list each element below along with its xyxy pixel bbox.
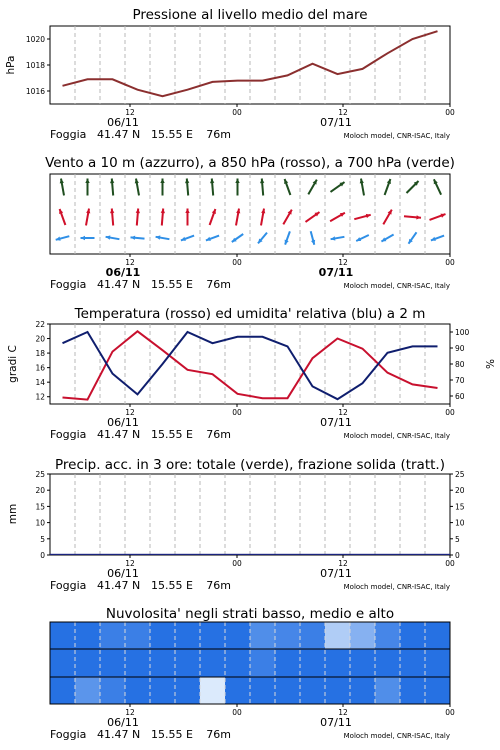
cloud-cell-medio	[200, 649, 225, 677]
cloud-title: Nuvolosita' negli strati basso, medio e alto	[105, 606, 395, 622]
wind-arrow-head	[235, 179, 239, 184]
wind-series	[56, 179, 446, 245]
precipitation-bar	[375, 554, 400, 555]
date-label: 06/11	[107, 716, 139, 729]
y-tick-label: 20	[35, 486, 45, 496]
precipitation-bar	[300, 554, 325, 555]
wind-arrow-head	[206, 237, 211, 241]
cloud-footer	[50, 728, 450, 741]
temperature-footer	[50, 428, 450, 441]
date-label: 07/11	[320, 116, 352, 129]
precipitation-grid	[75, 474, 425, 555]
wind-arrow-head	[181, 237, 186, 241]
cloud-cell-alto	[375, 622, 400, 649]
model-credit: Moloch model, CNR-ISAC, Italy	[343, 732, 450, 740]
cloud-cell-alto	[400, 622, 425, 649]
wind-arrow-head	[81, 236, 86, 240]
wind-arrow-head	[260, 179, 264, 184]
date-label: 06/11	[107, 116, 139, 129]
cloud-cell-basso	[350, 677, 375, 704]
wind-title: Vento a 10 m (azzurro), a 850 hPa (rosso), a 700 hPa (verde)	[45, 155, 455, 171]
y-tick-label: 20	[35, 334, 45, 344]
pressure-yticks	[26, 35, 50, 96]
cloud-cell-basso	[375, 677, 400, 704]
wind-arrow-head	[431, 237, 436, 241]
cloud-cell-medio	[350, 649, 375, 677]
wind-arrow-head	[161, 209, 165, 214]
precipitation-bar	[75, 554, 100, 555]
y-tick-label: 0	[455, 551, 460, 560]
precipitation-bar	[125, 554, 150, 555]
precipitation-series	[50, 554, 450, 555]
wind-arrow-head	[136, 209, 140, 214]
location-alt: 76m	[206, 278, 231, 291]
cloud-cell-alto	[250, 622, 275, 649]
cloud-cell-basso	[425, 677, 450, 704]
model-credit: Moloch model, CNR-ISAC, Italy	[343, 432, 450, 440]
y-tick-label: 12	[35, 392, 45, 402]
cloud-cell-alto	[425, 622, 450, 649]
date-label: 06/11	[107, 567, 139, 580]
precipitation-footer	[50, 579, 450, 592]
y-tick-label: 15	[35, 502, 45, 512]
x-tick-label: 12	[338, 559, 348, 568]
y-tick-label: 1018	[25, 61, 45, 70]
cloud-cell-basso	[300, 677, 325, 704]
x-tick-label: 00	[445, 559, 455, 568]
precipitation-bar	[275, 554, 300, 555]
y-tick-label: 15	[455, 502, 465, 512]
y-tick-label: 20	[455, 486, 465, 496]
wind-footer	[50, 278, 450, 291]
cloud-cell-basso	[125, 677, 150, 704]
y-tick-label: 0	[40, 551, 45, 560]
location-name: Foggia	[50, 128, 87, 141]
location-lat: 41.47 N	[97, 579, 141, 592]
cloud-panel	[50, 606, 455, 741]
wind-arrow-head	[185, 179, 189, 184]
cloud-cell-basso	[200, 677, 225, 704]
wind-arrow-head	[131, 236, 136, 240]
y-tick-label: 100	[455, 328, 470, 337]
y-tick-label: 70	[455, 376, 465, 385]
location-lon: 15.55 E	[151, 428, 193, 441]
location-lat: 41.47 N	[97, 428, 141, 441]
precipitation-bar	[425, 554, 450, 555]
cloud-cell-alto	[125, 622, 150, 649]
precipitation-bar	[50, 554, 75, 555]
date-label: 07/11	[320, 416, 352, 429]
y-tick-label: 5	[40, 534, 45, 544]
cloud-cells	[50, 622, 450, 704]
x-tick-label: 12	[338, 708, 348, 717]
cloud-cell-medio	[100, 649, 125, 677]
cloud-cell-basso	[325, 677, 350, 704]
wind-arrow-head	[210, 179, 214, 184]
precipitation-bar	[175, 554, 200, 555]
y-tick-label: 1016	[25, 87, 45, 96]
humidity-yticks	[450, 328, 470, 401]
x-tick-label: 00	[232, 108, 242, 117]
y-tick-label: 25	[35, 470, 45, 479]
location-alt: 76m	[206, 128, 231, 141]
model-credit: Moloch model, CNR-ISAC, Italy	[343, 132, 450, 140]
wind-arrow-head	[185, 209, 189, 214]
precipitation-ylabel: mm	[7, 503, 19, 525]
x-tick-label: 00	[232, 408, 242, 417]
cloud-cell-alto	[225, 622, 250, 649]
cloud-cell-medio	[300, 649, 325, 677]
y-tick-label: 14	[35, 378, 45, 388]
x-tick-label: 12	[338, 108, 348, 117]
precipitation-bar	[200, 554, 225, 555]
location-name: Foggia	[50, 428, 87, 441]
date-label: 06/11	[105, 266, 141, 279]
pressure-panel	[5, 7, 455, 141]
x-tick-label: 00	[232, 559, 242, 568]
x-tick-label: 12	[338, 408, 348, 417]
cloud-cell-alto	[275, 622, 300, 649]
cloud-cell-medio	[375, 649, 400, 677]
cloud-cell-medio	[175, 649, 200, 677]
wind-arrow-head	[110, 179, 114, 184]
precipitation-bar	[350, 554, 375, 555]
precipitation-bar	[250, 554, 275, 555]
model-credit: Moloch model, CNR-ISAC, Italy	[343, 583, 450, 591]
model-credit: Moloch model, CNR-ISAC, Italy	[343, 282, 450, 290]
cloud-cell-medio	[275, 649, 300, 677]
location-name: Foggia	[50, 728, 87, 741]
wind-arrow-head	[212, 209, 216, 214]
x-tick-label: 00	[232, 708, 242, 717]
precipitation-bar	[325, 554, 350, 555]
x-tick-label: 12	[338, 258, 348, 267]
x-tick-label: 00	[232, 258, 242, 267]
precipitation-yticks-right	[450, 470, 465, 560]
cloud-cell-basso	[75, 677, 100, 704]
y-tick-label: 25	[455, 470, 465, 479]
location-name: Foggia	[50, 579, 87, 592]
y-tick-label: 1020	[25, 35, 45, 44]
x-tick-label: 00	[445, 108, 455, 117]
temperature-title: Temperatura (rosso) ed umidita' relativa (blu) a 2 m	[74, 306, 426, 322]
location-alt: 76m	[206, 728, 231, 741]
y-tick-label: 60	[455, 392, 465, 401]
wind-xticks	[106, 254, 455, 279]
date-label: 07/11	[320, 716, 352, 729]
location-alt: 76m	[206, 579, 231, 592]
location-lon: 15.55 E	[151, 278, 193, 291]
wind-arrow-head	[416, 215, 421, 219]
cloud-cell-medio	[150, 649, 175, 677]
cloud-cell-basso	[275, 677, 300, 704]
cloud-cell-alto	[50, 622, 75, 649]
x-tick-label: 00	[445, 258, 455, 267]
location-lat: 41.47 N	[97, 278, 141, 291]
location-lat: 41.47 N	[97, 728, 141, 741]
pressure-xticks	[107, 104, 455, 129]
cloud-cell-medio	[425, 649, 450, 677]
wind-arrow-head	[85, 179, 89, 184]
precipitation-yticks	[35, 470, 50, 560]
date-label: 07/11	[320, 567, 352, 580]
wind-arrow-head	[110, 209, 114, 214]
precipitation-bar	[150, 554, 175, 555]
cloud-cell-alto	[175, 622, 200, 649]
cloud-cell-medio	[250, 649, 275, 677]
cloud-cell-alto	[100, 622, 125, 649]
location-name: Foggia	[50, 278, 87, 291]
cloud-cell-medio	[400, 649, 425, 677]
cloud-cell-alto	[150, 622, 175, 649]
x-tick-label: 12	[125, 108, 135, 117]
y-tick-label: 22	[35, 320, 45, 329]
pressure-title: Pressione al livello medio del mare	[132, 7, 368, 23]
temperature-yticks	[35, 320, 50, 402]
cloud-cell-alto	[350, 622, 375, 649]
precipitation-title: Precip. acc. in 3 ore: totale (verde), frazione solida (tratt.)	[55, 457, 445, 473]
cloud-cell-basso	[225, 677, 250, 704]
cloud-cell-basso	[175, 677, 200, 704]
cloud-cell-medio	[75, 649, 100, 677]
location-lon: 15.55 E	[151, 128, 193, 141]
cloud-cell-alto	[325, 622, 350, 649]
cloud-cell-medio	[325, 649, 350, 677]
pressure-ylabel: hPa	[5, 55, 17, 75]
wind-arrow-head	[441, 214, 446, 218]
location-lon: 15.55 E	[151, 728, 193, 741]
precipitation-panel	[7, 457, 465, 592]
y-tick-label: 16	[35, 363, 45, 373]
cloud-cell-basso	[150, 677, 175, 704]
humidity-ylabel: %	[483, 359, 495, 369]
x-tick-label: 12	[125, 258, 135, 267]
temperature-panel	[7, 306, 495, 441]
date-label: 06/11	[107, 416, 139, 429]
pressure-grid	[75, 26, 425, 104]
wind-arrow-head	[160, 179, 164, 184]
precipitation-frame	[50, 474, 450, 555]
cloud-cell-medio	[125, 649, 150, 677]
precipitation-bar	[225, 554, 250, 555]
temperature-ylabel: gradi C	[7, 345, 19, 383]
y-tick-label: 90	[455, 344, 465, 353]
x-tick-label: 12	[125, 708, 135, 717]
y-tick-label: 18	[35, 349, 45, 359]
date-label: 07/11	[318, 266, 354, 279]
cloud-cell-basso	[250, 677, 275, 704]
pressure-footer	[50, 128, 450, 141]
wind-grid	[75, 174, 425, 254]
cloud-cell-basso	[50, 677, 75, 704]
location-lon: 15.55 E	[151, 579, 193, 592]
precipitation-xticks	[107, 555, 455, 580]
y-tick-label: 80	[455, 360, 465, 369]
y-tick-label: 10	[35, 518, 45, 528]
cloud-cell-alto	[200, 622, 225, 649]
wind-panel	[45, 155, 455, 291]
cloud-xticks	[107, 704, 455, 729]
y-tick-label: 10	[455, 518, 465, 528]
location-alt: 76m	[206, 428, 231, 441]
precipitation-bar	[100, 554, 125, 555]
cloud-cell-alto	[300, 622, 325, 649]
cloud-cell-medio	[225, 649, 250, 677]
x-tick-label: 00	[445, 408, 455, 417]
y-tick-label: 5	[455, 534, 460, 544]
x-tick-label: 12	[125, 559, 135, 568]
cloud-cell-alto	[75, 622, 100, 649]
location-lat: 41.47 N	[97, 128, 141, 141]
x-tick-label: 00	[445, 708, 455, 717]
cloud-cell-basso	[100, 677, 125, 704]
cloud-cell-basso	[400, 677, 425, 704]
x-tick-label: 12	[125, 408, 135, 417]
temperature-xticks	[107, 404, 455, 429]
precipitation-bar	[400, 554, 425, 555]
cloud-cell-medio	[50, 649, 75, 677]
